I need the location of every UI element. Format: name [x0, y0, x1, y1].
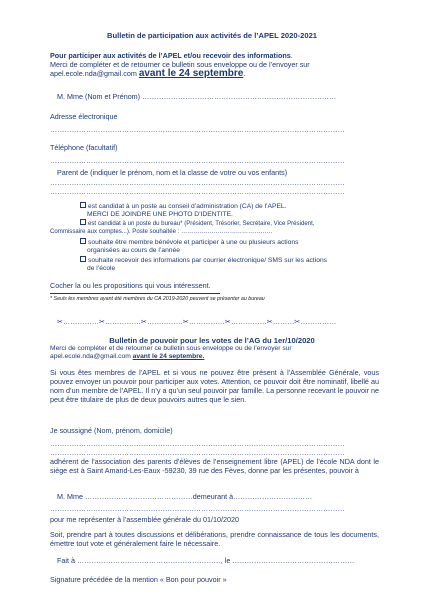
represent-line: pour me représenter à l’assemblée générale du 01/10/2020 [50, 515, 239, 524]
footnote: * Seuls les membres ayant été membres du CA 2019-2020 peuvent se présenter au bureau [50, 296, 265, 302]
option-ca[interactable]: est candidat à un poste au conseil d’administration (CA) de l’APEL. [80, 202, 287, 211]
option-bureau[interactable]: est candidat à un poste du bureau* (Président, Trésorier, Secrétaire, Vice Président, [80, 219, 315, 228]
pouvoir-explanation: Si vous êtes membres de l’APEL et si vous ne pouvez être présent à l’Assemblée Générale, vous pouvez envoyer un pouvoir pour participer aux votes. Attention, ce pouvoir doit être nominatif, libellé au nom d’un membre de l’APEL. Il n’y a qu’un seul pouvoir par famille. La personne recevant le pouvoir ne peut être titulaire de plus de deux pouvoirs autres que le sien. [50, 368, 379, 404]
checkbox-icon[interactable] [80, 238, 86, 244]
parent-field-1[interactable]: …………………………………………………………………………………………………………… [50, 178, 345, 187]
option-bureau-poste: Commissaire aux comptes...). Poste souhaitée : ……………………………………… [50, 228, 273, 235]
phone-field[interactable]: …………………………………………………………………………………………………………… [50, 156, 345, 165]
option-infos[interactable]: souhaite recevoir des informations par courrier électronique/ SMS sur les actions [80, 256, 327, 265]
option-benevole-line2: organisées au cours de l’année [87, 247, 180, 254]
footnote-divider [50, 293, 220, 294]
pouvoir-intro-line2 [50, 353, 204, 361]
soussigne-field-2[interactable]: …………………………………………………………………………………………………………… [50, 448, 345, 457]
participation-intro-line2: Merci de compléter et de retourner ce bulletin sous enveloppe ou de l’envoyer sur [50, 60, 310, 69]
deliberation-paragraph: Soit, prendre part à toutes discussions et délibérations, prendre connaissance de tous les documents, émettre tout vote et généralement faire le nécessaire. [50, 530, 379, 548]
checkbox-icon[interactable] [80, 219, 86, 225]
contact-email: apel.ecole.nda@gmail.com [50, 353, 131, 360]
participation-intro-bold: Pour participer aux activités de l’APEL et/ou recevoir des informations. [50, 51, 293, 60]
contact-email: apel.ecole.nda@gmail.com [50, 69, 137, 78]
participation-intro-line3: apel.ecole.nda@gmail.com avant le 24 septembre. [50, 68, 246, 79]
signature-label: Signature précédée de la mention « Bon pour pouvoir » [50, 575, 227, 584]
option-benevole[interactable]: souhaite être membre bénévole et participer à une ou plusieurs actions [80, 238, 298, 247]
checkbox-icon[interactable] [80, 256, 86, 262]
option-infos-line2: de l’école [87, 265, 116, 272]
email-label: Adresse électronique [50, 112, 118, 121]
cocher-instruction: Cocher la ou les propositions qui vous intéressent. [50, 281, 211, 290]
deadline: avant le 24 septembre [138, 68, 244, 79]
parent-label: Parent de (indiquer le prénom, nom et la classe de votre ou vos enfants) [57, 168, 288, 177]
mandataire-field[interactable]: M. Mme ………………………………………demeurant à…………………………… [57, 492, 313, 501]
participation-title: Bulletin de participation aux activités de l’APEL 2020-2021 [106, 31, 318, 40]
deadline: avant le 24 septembre. [132, 353, 205, 360]
pouvoir-intro-line1: Merci de compléter et de retourner ce bulletin sous enveloppe ou de l’envoyer sur [50, 345, 292, 352]
name-field[interactable]: M. Mme (Nom et Prénom) ……………………………………………………………………… [57, 92, 337, 101]
soussigne-label: Je soussigné (Nom, prénom, domicile) [50, 426, 173, 435]
fait-field[interactable]: Fait à ……………………………………………………, le …………………………………………… [57, 556, 355, 565]
phone-label: Téléphone (facultatif) [50, 143, 118, 152]
adherent-paragraph: adhérent de l’association des parents d’élèves de l’enseignement libre (APEL) de l’école NDA dont le siège est à Saint Amand-Les-Eaux -59230, 39 rue des Fèves, donne par les présentes, pouvoir à [50, 457, 379, 475]
checkbox-icon[interactable] [80, 202, 86, 208]
mandataire-address-field[interactable]: …………………………………………………………………………………………………………… [50, 504, 345, 513]
pouvoir-title: Bulletin de pouvoir pour les votes de l’AG du 1er/10/2020 [109, 336, 315, 345]
cut-line: ✂……………✂……………✂……………✂……………✂……………✂………✂…………… [57, 317, 337, 326]
option-ca-photo: MERCI DE JOINDRE UNE PHOTO D’IDENTITE. [87, 211, 233, 218]
parent-field-2[interactable]: …………………………………………………………………………………………………………… [50, 187, 345, 196]
soussigne-field-1[interactable]: …………………………………………………………………………………………………………… [50, 439, 345, 448]
email-field[interactable]: …………………………………………………………………………………………………………… [50, 125, 345, 134]
